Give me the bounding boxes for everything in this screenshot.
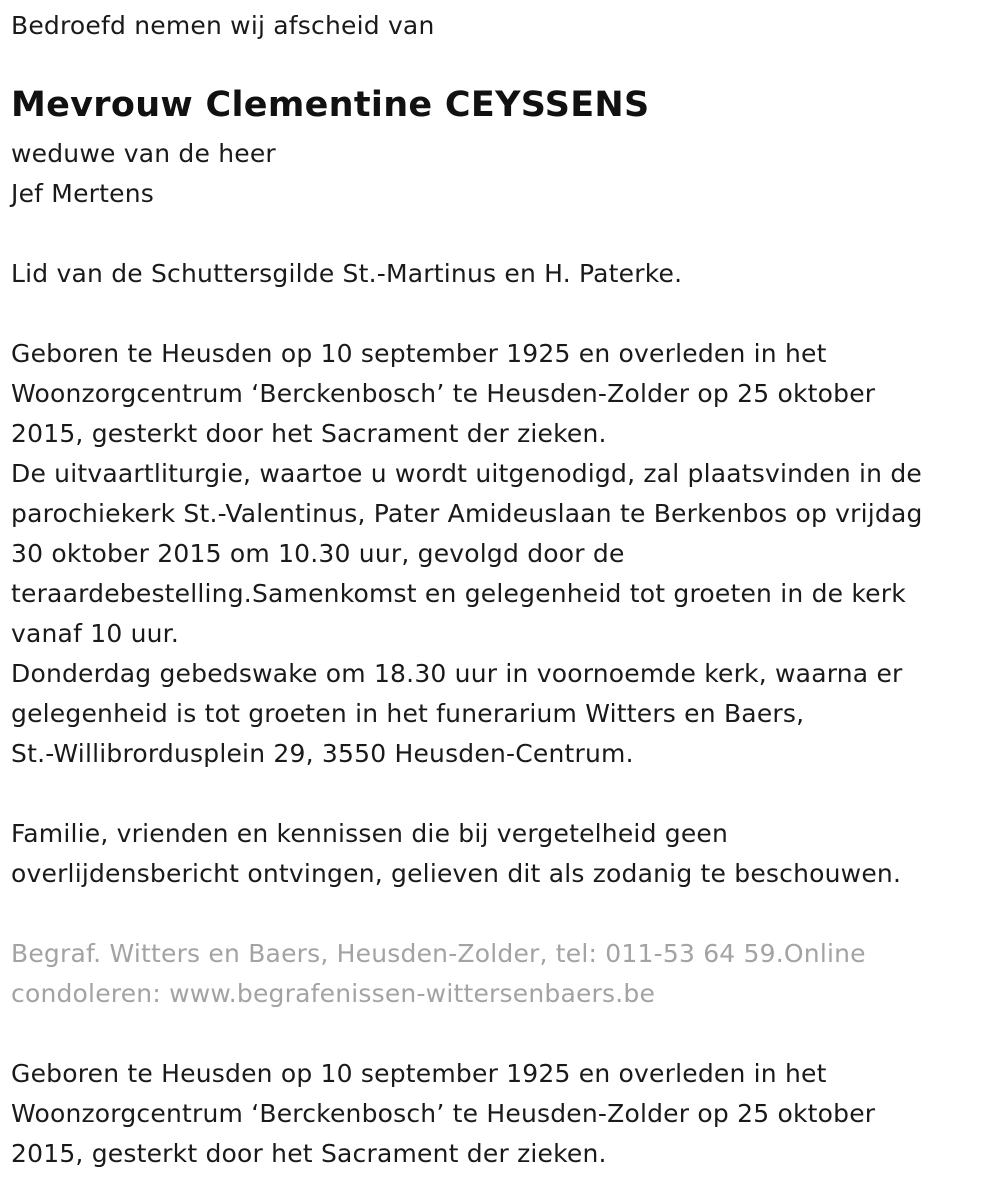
deceased-name: Mevrouw Clementine CEYSSENS [11, 85, 650, 125]
details-line: teraardebestelling.Samenkomst en gelegenheid tot groeten in de kerk [11, 579, 906, 608]
details-line: Geboren te Heusden op 10 september 1925 en overleden in het [11, 339, 827, 368]
funeral-home-line: Begraf. Witters en Baers, Heusden-Zolder, tel: 011-53 64 59.Online [11, 939, 866, 968]
funeral-home-line: condoleren: www.begrafenissen-wittersenbaers.be [11, 979, 656, 1008]
details-line: 30 oktober 2015 om 10.30 uur, gevolgd door de [11, 539, 625, 568]
details-line: 2015, gesterkt door het Sacrament der zieken. [11, 419, 607, 448]
relation-block [11, 134, 276, 214]
details-line: vanaf 10 uur. [11, 619, 180, 648]
repeat-block [11, 1054, 875, 1174]
details-block [11, 334, 923, 774]
membership-text: Lid van de Schuttersgilde St.-Martinus en H. Paterke. [11, 259, 683, 288]
family-line: overlijdensbericht ontvingen, gelieven dit als zodanig te beschouwen. [11, 859, 902, 888]
funeral-home-block [11, 934, 866, 1014]
intro-text: Bedroefd nemen wij afscheid van [11, 11, 435, 40]
details-line: Woonzorgcentrum ‘Berckenbosch’ te Heusden-Zolder op 25 oktober [11, 379, 876, 408]
relation-line: weduwe van de heer [11, 139, 276, 168]
repeat-line: Woonzorgcentrum ‘Berckenbosch’ te Heusden-Zolder op 25 oktober [11, 1099, 876, 1128]
details-line: De uitvaartliturgie, waartoe u wordt uitgenodigd, zal plaatsvinden in de [11, 459, 922, 488]
details-line: parochiekerk St.-Valentinus, Pater Amideuslaan te Berkenbos op vrijdag [11, 499, 923, 528]
details-line: St.-Willibrordusplein 29, 3550 Heusden-Centrum. [11, 739, 634, 768]
family-block [11, 814, 901, 894]
membership-block [11, 254, 682, 294]
details-line: gelegenheid is tot groeten in het funerarium Witters en Baers, [11, 699, 805, 728]
details-line: Donderdag gebedswake om 18.30 uur in voornoemde kerk, waarna er [11, 659, 903, 688]
spouse-name: Jef Mertens [11, 179, 154, 208]
repeat-line: 2015, gesterkt door het Sacrament der zieken. [11, 1139, 607, 1168]
repeat-line: Geboren te Heusden op 10 september 1925 en overleden in het [11, 1059, 827, 1088]
family-line: Familie, vrienden en kennissen die bij vergetelheid geen [11, 819, 729, 848]
